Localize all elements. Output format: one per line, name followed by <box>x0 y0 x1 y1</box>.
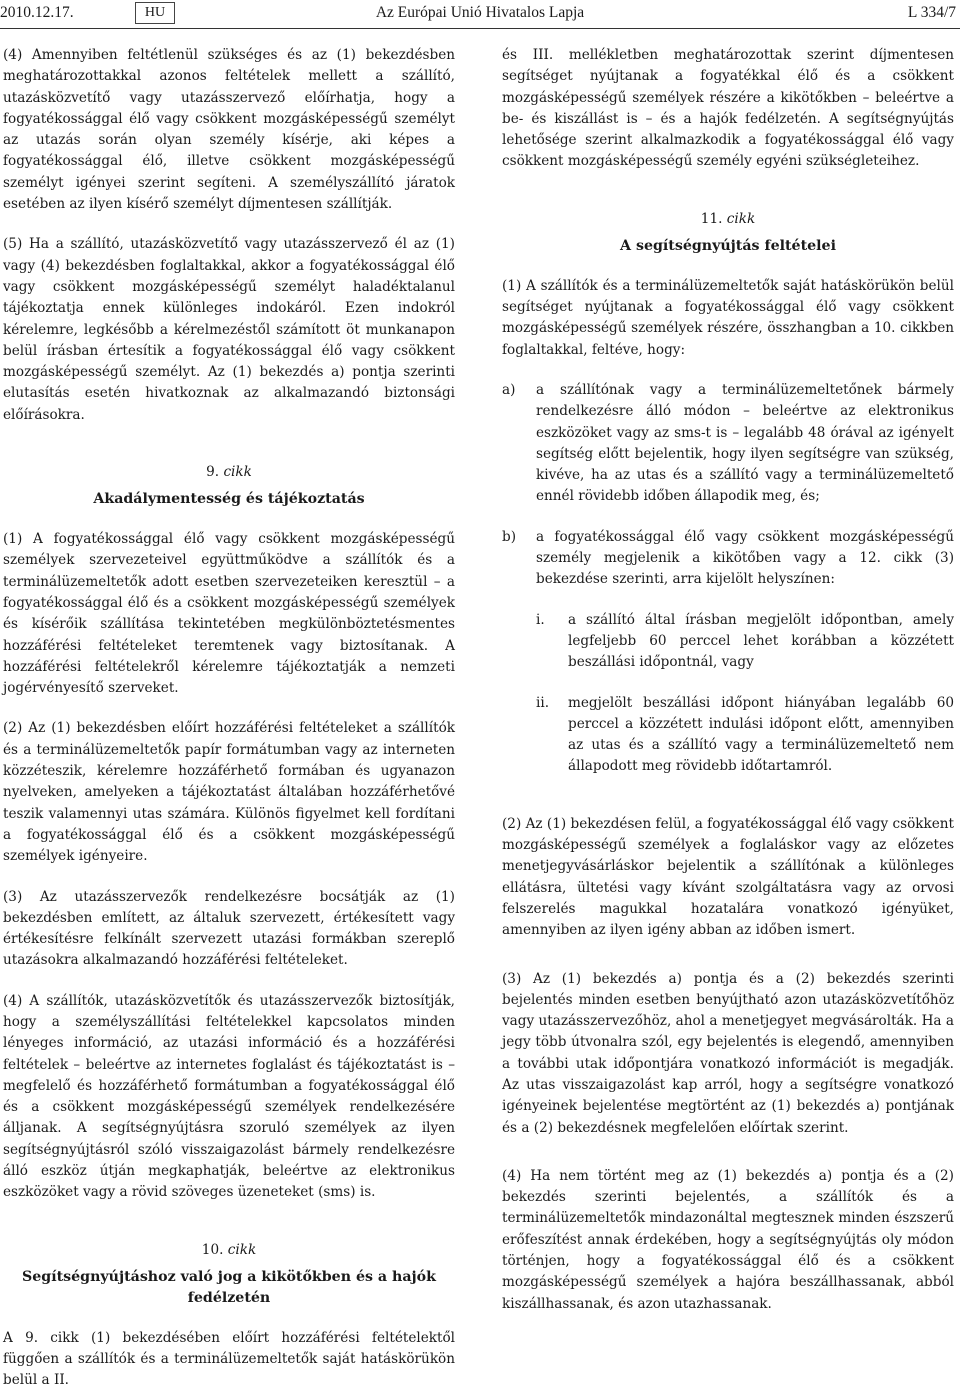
article-10-cikk: cikk <box>227 1241 257 1258</box>
paragraph-8-4: (4) Amennyiben feltétlenül szükséges és az (1) bekezdésben meghatározottakkal azonos feltételek mellett a szállító, utazásközvetítő vagy utazásszervező előírhatja, hogy a fogyatékossággal élő vagy csökkent mozgásképességű személyt az utazás során olyan személy kísérje, aki képes a fogyatékossággal élő, illetve csökkent mozgásképességű személyt igényei szerint segíteni. A személyszállító járatok esetében az ilyen kísérő személyt díjmentesen szállítják. <box>3 47 455 213</box>
paragraph-9-1: (1) A fogyatékossággal élő vagy csökkent mozgásképességű személyek szervezeteivel együttműködve a szállítók és a terminálüzemeltetők adott esetben szervezeteiken keresztül – a fogyatékossággal élő és a csökkent mozgásképességű személyek és kísérőik szállítása tekintetében megkülönböztetésmentes hozzáférési feltételeket teremtenek vagy biztosítanak. A hozzáférési feltételekről kérelemre tájékoztatják a nemzeti jogérvényesítő szerveket. <box>3 531 455 697</box>
list-item-a-text: a szállítónak vagy a terminálüzemeltetőnek bármely rendelkezésre álló módon – beleértve az elektronikus eszközöket vagy az sms-t is – legalább 48 órával az igényelt segítség előtt bejelentik, hogy ilyen segítségre van szükség, kivéve, ha az utas és a szállító vagy a terminálüzemeltető ennél rövidebb időben állapodik meg, és; <box>536 381 954 505</box>
article-11-number <box>502 209 954 230</box>
article-10-title: Segítségnyújtáshoz való jog a kikötőkben és a hajók fedélzetén <box>22 1268 436 1306</box>
list-item-a <box>502 380 954 508</box>
article-11-num: 11. <box>700 210 723 227</box>
paragraph-11-1: (1) A szállítók és a terminálüzemeltetők saját hatáskörükön belül segítséget nyújtanak a fogyatékossággal élő vagy csökkent mozgásképességű személyek részére, összhangban a 10. cikkben foglaltakkal, feltéve, hogy: <box>502 277 954 358</box>
paragraph-9-4: (4) A szállítók, utazásközvetítők és utazásszervezők biztosítják, hogy a személyszállítási feltételekkel kapcsolatos minden lényeges információ, az utazási információ és a hozzáférési feltételek – beleértve az internetes foglalást és tájékoztatást is – megfelelő és hozzáférhető formátumban a fogyatékossággal élő és a csökkent mozgásképességű személyek rendelkezésére álljanak. A segítségnyújtásra szoruló személyek az ilyen segítségnyújtásról szóló visszaigazolást bármely rendelkezésre álló eszköz útján megkaphatják, beleértve az elektronikus eszközöket vagy a rövid szöveges üzeneteket (sms) is. <box>3 992 455 1201</box>
list-item-b-label: b) <box>502 528 517 545</box>
article-9-title: Akadálymentesség és tájékoztatás <box>93 491 365 508</box>
list-item-b <box>502 527 954 591</box>
article-11-cikk: cikk <box>726 210 756 227</box>
paragraph-8-5: (5) Ha a szállító, utazásközvetítő vagy utazásszervező él az (1) vagy (4) bekezdésben foglaltakkal, akkor a fogyatékossággal élő vagy csökkent mozgásképességű személyt haladéktalanul tájékoztatja ennek különleges indokáról. Ezen indokról kérelemre, legkésőbb a kérelmezéstől számított öt munkanapon belül írásban értesítik a fogyatékossággal élő vagy csökkent mozgásképességű személyt. Az (1) bekezdés a) pontja szerinti elutasítás esetén hivatkoznak az alkalmazandó biztonsági előírásokra. <box>3 236 455 423</box>
paragraph-11-4: (4) Ha nem történt meg az (1) bekezdés a) pontja és a (2) bekezdés szerinti bejelentés, a szállítók és a terminálüzemeltetők mindazonáltal megtesznek minden észszerű erőfeszítést annak érdekében, hogy a segítségnyújtás oly módon történjen, hogy a fogyatékossággal élő és a csökkent mozgásképességű személyek a hajóra beszállhassanak, abból kiszállhassanak, és azon utazhassanak. <box>502 1167 954 1312</box>
paragraph-11-2: (2) Az (1) bekezdésen felül, a fogyatékossággal élő vagy csökkent mozgásképességű személyek a foglaláskor vagy az előzetes menetjegyvásárláskor bejelentik a szállítónak a különleges ellátásra, ültetési vagy kívánt szolgáltatásra vagy az orvosi felszerelés magukkal hozatalára vonatkozó igényüket, amennyiben az ilyen igény abban az időben ismert. <box>502 815 954 939</box>
page-header <box>0 0 960 28</box>
article-9-num: 9. <box>206 464 220 481</box>
sub-item-ii <box>502 693 954 778</box>
paragraph-9-2: (2) Az (1) bekezdésben előírt hozzáférési feltételeket a szállítók és a terminálüzemeltetők papír formátumban vagy az interneten közzéteszik, kérelemre hozzáférhető formában és ugyanazon nyelveken, amelyeken a tájékoztatást általában hozzáférhetővé teszik valamennyi utas számára. Különös figyelmet kell fordítani a fogyatékossággal élő és a csökkent mozgásképességű személyek igényeire. <box>3 720 455 865</box>
paragraph-10: A 9. cikk (1) bekezdésében előírt hozzáférési feltételektől függően a szállítók és a terminálüzemeltetők saját hatáskörükön belül a II. <box>3 1329 455 1389</box>
sub-item-i-text: a szállító által írásban megjelölt időpontban, amely legfeljebb 60 perccel lehet korábban a közzétett beszállási időpontnál, vagy <box>568 611 954 671</box>
paragraph-10-continued: és III. mellékletben meghatározottak szerint díjmentesen segítséget nyújtanak a fogyatékkal élő és a csökkent mozgásképességű személyek részére a kikötőkben – beleértve a be- és kiszállást is – és a hajók fedélzetén. A segítségnyújtás lehetősége szerint alkalmazkodik a fogyatékossággal élő vagy csökkent mozgásképességű személy egyéni szükségleteihez. <box>502 47 954 170</box>
right-column <box>502 45 954 1315</box>
article-9-cikk: cikk <box>223 464 252 481</box>
sub-item-i-label: i. <box>536 611 545 628</box>
list-item-a-label: a) <box>502 381 516 398</box>
article-9-number <box>3 462 455 483</box>
sub-item-ii-label: ii. <box>536 694 550 711</box>
language-badge: HU <box>135 2 175 24</box>
paragraph-11-3: (3) Az (1) bekezdés a) pontja és a (2) bekezdés szerinti bejelentés minden esetben benyújtható azon utazásközvetítőhöz vagy utazásszervezőhöz, ahol a menetjegyet megvásárolták. Ha a jegy több útvonalra szól, egy bejelentés is elegendő, amennyiben a további utak időpontjára vonatkozó információt is megadják. Az utas visszaigazolást kap arról, hogy a segítségre vonatkozó igényeinek bejelentése megtörtént az (1) bekezdés a) pontjának és a (2) bekezdésnek megfelelően előírtak szerint. <box>502 970 954 1136</box>
article-10-num: 10. <box>201 1241 224 1258</box>
sub-item-i <box>502 610 954 674</box>
page-number: L 334/7 <box>907 4 956 21</box>
left-column <box>3 45 455 1392</box>
header-divider <box>0 28 960 29</box>
sub-item-ii-text: megjelölt beszállási időpont hiányában legalább 60 perccel a közzétett indulási időpont előtt, amennyiben az utas és a szállító vagy a terminálüzemeltető nem állapodott meg rövidebb időtartamról. <box>568 694 954 775</box>
paragraph-9-3: (3) Az utazásszervezők rendelkezésre bocsátják az (1) bekezdésben említett, az általuk szervezett, értékesített vagy értékesítésre felkínált szervezett utazási formákban szereplő utazásokra alkalmazandó hozzáférési feltételeket. <box>3 888 455 969</box>
publication-date: 2010.12.17. <box>0 4 74 21</box>
list-item-b-text: a fogyatékossággal élő vagy csökkent mozgásképességű személy megjelenik a kikötőben vagy a 12. cikk (3) bekezdése szerinti, arra kijelölt helyszínen: <box>536 528 954 588</box>
article-11-title: A segítségnyújtás feltételei <box>620 237 836 254</box>
journal-title: Az Európai Unió Hivatalos Lapja <box>375 4 585 21</box>
article-10-number <box>3 1240 455 1261</box>
